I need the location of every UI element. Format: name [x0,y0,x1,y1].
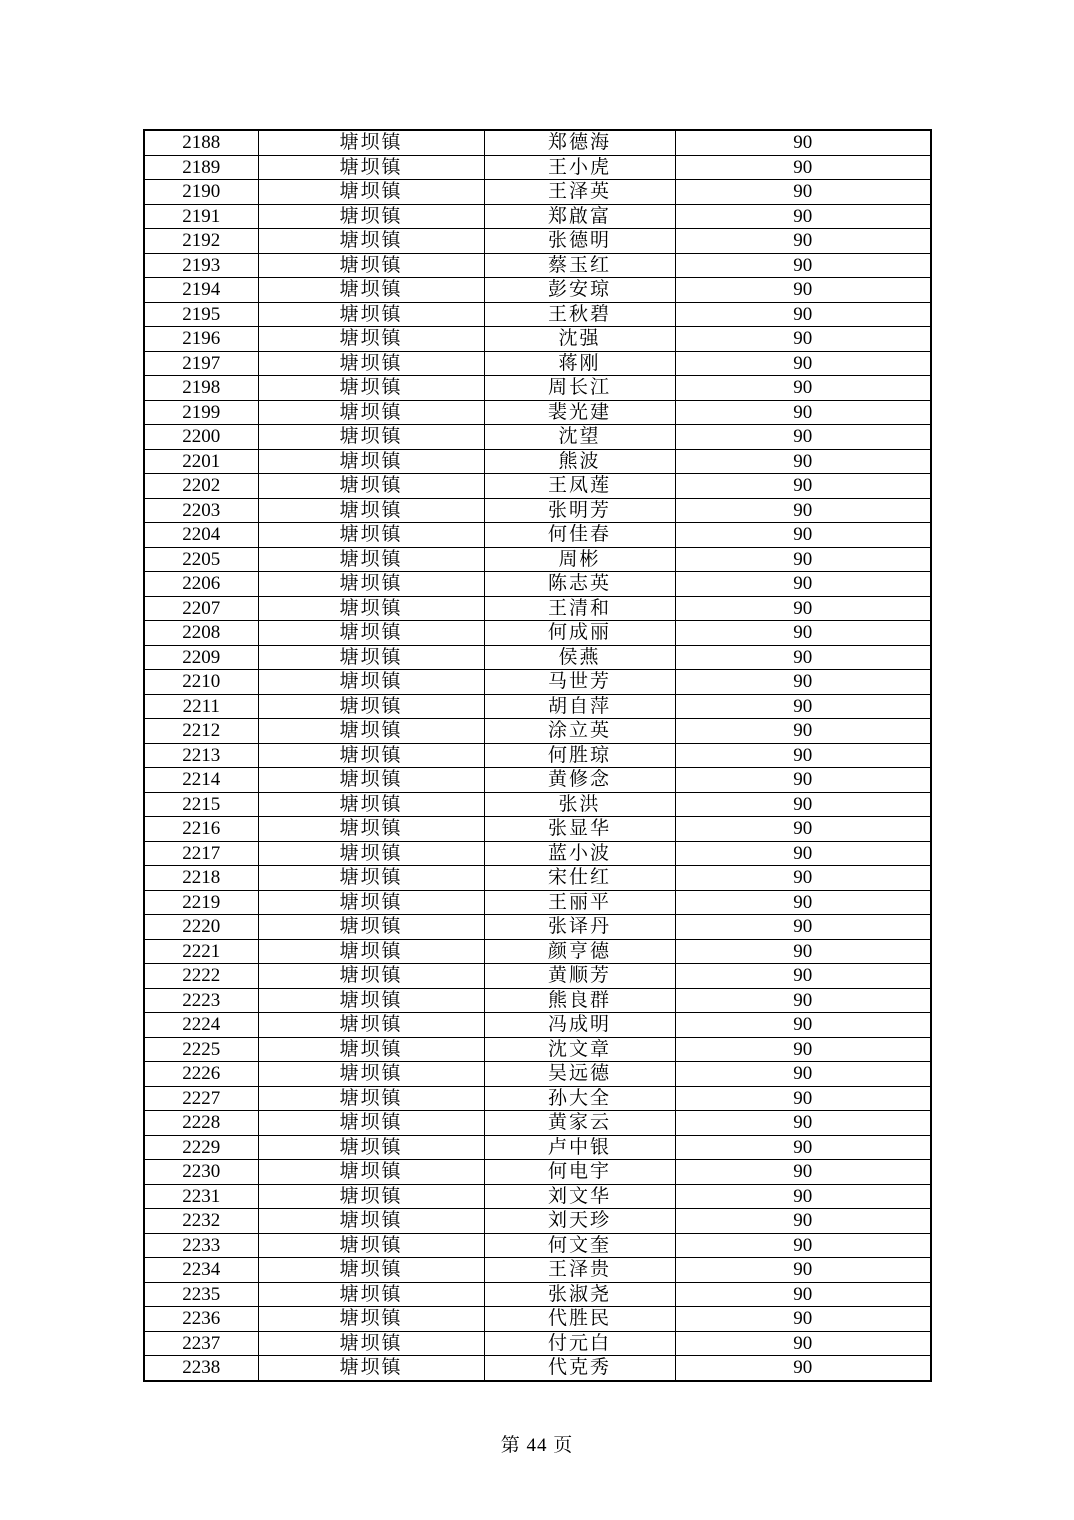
cell-amount: 90 [675,425,931,450]
cell-number: 2213 [144,743,258,768]
cell-name: 何成丽 [484,621,675,646]
table-row [144,1209,931,1234]
table-row [144,130,931,155]
cell-amount: 90 [675,817,931,842]
cell-amount: 90 [675,130,931,155]
cell-amount: 90 [675,964,931,989]
cell-town: 塘坝镇 [258,1282,484,1307]
cell-town: 塘坝镇 [258,572,484,597]
cell-name: 胡自萍 [484,694,675,719]
cell-amount: 90 [675,1307,931,1332]
cell-number: 2220 [144,915,258,940]
cell-name: 王丽平 [484,890,675,915]
cell-name: 刘文华 [484,1184,675,1209]
table-row [144,1258,931,1283]
cell-amount: 90 [675,1013,931,1038]
cell-amount: 90 [675,719,931,744]
cell-number: 2206 [144,572,258,597]
cell-number: 2237 [144,1331,258,1356]
cell-town: 塘坝镇 [258,1111,484,1136]
cell-town: 塘坝镇 [258,523,484,548]
cell-name: 张淑尧 [484,1282,675,1307]
cell-amount: 90 [675,596,931,621]
cell-town: 塘坝镇 [258,474,484,499]
cell-amount: 90 [675,302,931,327]
cell-number: 2200 [144,425,258,450]
table-row [144,768,931,793]
table-row [144,474,931,499]
cell-number: 2189 [144,155,258,180]
cell-town: 塘坝镇 [258,498,484,523]
cell-number: 2211 [144,694,258,719]
table-row [144,400,931,425]
cell-number: 2233 [144,1233,258,1258]
cell-number: 2232 [144,1209,258,1234]
table-row [144,278,931,303]
cell-number: 2209 [144,645,258,670]
cell-number: 2195 [144,302,258,327]
cell-name: 何胜琼 [484,743,675,768]
cell-amount: 90 [675,376,931,401]
cell-name: 刘天珍 [484,1209,675,1234]
cell-amount: 90 [675,1331,931,1356]
cell-amount: 90 [675,498,931,523]
cell-number: 2236 [144,1307,258,1332]
cell-amount: 90 [675,890,931,915]
table-row [144,645,931,670]
cell-number: 2203 [144,498,258,523]
cell-name: 代胜民 [484,1307,675,1332]
cell-town: 塘坝镇 [258,939,484,964]
cell-number: 2229 [144,1135,258,1160]
cell-town: 塘坝镇 [258,915,484,940]
cell-number: 2193 [144,253,258,278]
table-row [144,229,931,254]
cell-town: 塘坝镇 [258,130,484,155]
cell-town: 塘坝镇 [258,1062,484,1087]
cell-number: 2215 [144,792,258,817]
cell-name: 王凤莲 [484,474,675,499]
table-row [144,670,931,695]
cell-amount: 90 [675,204,931,229]
cell-amount: 90 [675,400,931,425]
cell-town: 塘坝镇 [258,547,484,572]
table-row [144,498,931,523]
table-row [144,743,931,768]
cell-number: 2235 [144,1282,258,1307]
cell-amount: 90 [675,351,931,376]
cell-number: 2216 [144,817,258,842]
cell-number: 2188 [144,130,258,155]
table-row [144,1062,931,1087]
cell-name: 王泽贵 [484,1258,675,1283]
cell-name: 冯成明 [484,1013,675,1038]
cell-amount: 90 [675,743,931,768]
cell-name: 卢中银 [484,1135,675,1160]
cell-number: 2238 [144,1356,258,1381]
cell-town: 塘坝镇 [258,376,484,401]
table-row [144,1307,931,1332]
cell-town: 塘坝镇 [258,1184,484,1209]
table-row [144,302,931,327]
table-row [144,939,931,964]
cell-number: 2212 [144,719,258,744]
cell-name: 颜亨德 [484,939,675,964]
cell-name: 王小虎 [484,155,675,180]
cell-number: 2190 [144,180,258,205]
cell-town: 塘坝镇 [258,1135,484,1160]
cell-town: 塘坝镇 [258,621,484,646]
cell-town: 塘坝镇 [258,449,484,474]
table-row [144,425,931,450]
cell-amount: 90 [675,988,931,1013]
cell-name: 侯燕 [484,645,675,670]
cell-amount: 90 [675,768,931,793]
cell-amount: 90 [675,180,931,205]
cell-name: 张明芳 [484,498,675,523]
cell-town: 塘坝镇 [258,425,484,450]
cell-number: 2191 [144,204,258,229]
cell-amount: 90 [675,278,931,303]
cell-town: 塘坝镇 [258,694,484,719]
cell-name: 郑德海 [484,130,675,155]
cell-amount: 90 [675,155,931,180]
cell-number: 2231 [144,1184,258,1209]
cell-town: 塘坝镇 [258,768,484,793]
page-number: 第 44 页 [500,1435,574,1456]
cell-name: 周彬 [484,547,675,572]
records-table-body [144,130,931,1381]
cell-number: 2217 [144,841,258,866]
cell-amount: 90 [675,1356,931,1381]
cell-amount: 90 [675,253,931,278]
table-row [144,915,931,940]
cell-name: 王秋碧 [484,302,675,327]
cell-amount: 90 [675,939,931,964]
cell-amount: 90 [675,1233,931,1258]
cell-name: 黄家云 [484,1111,675,1136]
cell-town: 塘坝镇 [258,670,484,695]
cell-amount: 90 [675,1062,931,1087]
cell-number: 2202 [144,474,258,499]
cell-town: 塘坝镇 [258,1356,484,1381]
cell-town: 塘坝镇 [258,229,484,254]
table-row [144,1160,931,1185]
cell-number: 2234 [144,1258,258,1283]
cell-number: 2227 [144,1086,258,1111]
cell-name: 黄修念 [484,768,675,793]
table-row [144,792,931,817]
table-row [144,204,931,229]
cell-name: 裴光建 [484,400,675,425]
table-row [144,1356,931,1381]
cell-amount: 90 [675,1111,931,1136]
table-row [144,988,931,1013]
cell-name: 彭安琼 [484,278,675,303]
cell-number: 2221 [144,939,258,964]
cell-town: 塘坝镇 [258,596,484,621]
table-row [144,155,931,180]
cell-name: 马世芳 [484,670,675,695]
cell-town: 塘坝镇 [258,1013,484,1038]
cell-name: 黄顺芳 [484,964,675,989]
cell-number: 2222 [144,964,258,989]
table-row [144,817,931,842]
table-row [144,841,931,866]
cell-number: 2201 [144,449,258,474]
cell-name: 张译丹 [484,915,675,940]
cell-amount: 90 [675,841,931,866]
table-row [144,621,931,646]
cell-amount: 90 [675,792,931,817]
cell-name: 熊良群 [484,988,675,1013]
cell-town: 塘坝镇 [258,1233,484,1258]
cell-town: 塘坝镇 [258,1258,484,1283]
cell-town: 塘坝镇 [258,841,484,866]
cell-amount: 90 [675,1135,931,1160]
table-row [144,523,931,548]
table-row [144,1086,931,1111]
cell-name: 何电宇 [484,1160,675,1185]
cell-town: 塘坝镇 [258,645,484,670]
cell-number: 2224 [144,1013,258,1038]
cell-number: 2226 [144,1062,258,1087]
cell-number: 2199 [144,400,258,425]
cell-town: 塘坝镇 [258,964,484,989]
cell-town: 塘坝镇 [258,400,484,425]
cell-amount: 90 [675,915,931,940]
table-row [144,376,931,401]
cell-name: 张洪 [484,792,675,817]
cell-amount: 90 [675,1086,931,1111]
cell-town: 塘坝镇 [258,719,484,744]
cell-town: 塘坝镇 [258,988,484,1013]
cell-name: 沈强 [484,327,675,352]
cell-town: 塘坝镇 [258,792,484,817]
cell-amount: 90 [675,547,931,572]
cell-number: 2214 [144,768,258,793]
cell-town: 塘坝镇 [258,1037,484,1062]
cell-amount: 90 [675,1160,931,1185]
cell-number: 2225 [144,1037,258,1062]
table-row [144,596,931,621]
cell-amount: 90 [675,449,931,474]
table-row [144,1135,931,1160]
cell-amount: 90 [675,694,931,719]
cell-town: 塘坝镇 [258,866,484,891]
cell-town: 塘坝镇 [258,327,484,352]
cell-amount: 90 [675,645,931,670]
cell-number: 2230 [144,1160,258,1185]
cell-name: 沈望 [484,425,675,450]
table-row [144,719,931,744]
cell-town: 塘坝镇 [258,1307,484,1332]
cell-amount: 90 [675,1037,931,1062]
table-row [144,572,931,597]
cell-amount: 90 [675,670,931,695]
cell-town: 塘坝镇 [258,817,484,842]
cell-name: 陈志英 [484,572,675,597]
cell-number: 2208 [144,621,258,646]
cell-number: 2198 [144,376,258,401]
cell-number: 2205 [144,547,258,572]
table-row [144,449,931,474]
table-row [144,890,931,915]
table-row [144,964,931,989]
cell-name: 王泽英 [484,180,675,205]
records-table [143,129,932,1382]
cell-town: 塘坝镇 [258,890,484,915]
cell-name: 代克秀 [484,1356,675,1381]
cell-town: 塘坝镇 [258,302,484,327]
table-row [144,327,931,352]
table-row [144,1331,931,1356]
cell-amount: 90 [675,572,931,597]
cell-amount: 90 [675,1258,931,1283]
cell-town: 塘坝镇 [258,155,484,180]
cell-name: 王清和 [484,596,675,621]
cell-number: 2196 [144,327,258,352]
cell-name: 何佳春 [484,523,675,548]
table-row [144,1233,931,1258]
cell-amount: 90 [675,1209,931,1234]
cell-name: 涂立英 [484,719,675,744]
cell-number: 2219 [144,890,258,915]
table-row [144,253,931,278]
cell-number: 2194 [144,278,258,303]
cell-number: 2204 [144,523,258,548]
cell-amount: 90 [675,474,931,499]
cell-name: 吴远德 [484,1062,675,1087]
table-row [144,1282,931,1307]
cell-town: 塘坝镇 [258,351,484,376]
cell-name: 宋仕红 [484,866,675,891]
table-row [144,1037,931,1062]
cell-amount: 90 [675,621,931,646]
cell-number: 2228 [144,1111,258,1136]
cell-number: 2207 [144,596,258,621]
cell-number: 2197 [144,351,258,376]
table-row [144,547,931,572]
cell-town: 塘坝镇 [258,1086,484,1111]
table-row [144,866,931,891]
cell-town: 塘坝镇 [258,743,484,768]
cell-town: 塘坝镇 [258,180,484,205]
cell-name: 蓝小波 [484,841,675,866]
cell-name: 蔡玉红 [484,253,675,278]
table-row [144,694,931,719]
cell-town: 塘坝镇 [258,204,484,229]
cell-town: 塘坝镇 [258,1331,484,1356]
cell-town: 塘坝镇 [258,278,484,303]
cell-number: 2192 [144,229,258,254]
cell-number: 2218 [144,866,258,891]
cell-name: 周长江 [484,376,675,401]
table-row [144,351,931,376]
cell-amount: 90 [675,866,931,891]
cell-amount: 90 [675,1282,931,1307]
cell-name: 付元白 [484,1331,675,1356]
cell-name: 张显华 [484,817,675,842]
cell-number: 2223 [144,988,258,1013]
cell-name: 何文奎 [484,1233,675,1258]
cell-amount: 90 [675,523,931,548]
table-row [144,180,931,205]
cell-amount: 90 [675,327,931,352]
cell-name: 孙大全 [484,1086,675,1111]
table-row [144,1013,931,1038]
cell-town: 塘坝镇 [258,1209,484,1234]
cell-name: 张德明 [484,229,675,254]
table-row [144,1111,931,1136]
cell-number: 2210 [144,670,258,695]
cell-amount: 90 [675,229,931,254]
cell-amount: 90 [675,1184,931,1209]
cell-name: 蒋刚 [484,351,675,376]
table-row [144,1184,931,1209]
cell-name: 沈文章 [484,1037,675,1062]
cell-town: 塘坝镇 [258,253,484,278]
cell-name: 郑啟富 [484,204,675,229]
cell-name: 熊波 [484,449,675,474]
cell-town: 塘坝镇 [258,1160,484,1185]
